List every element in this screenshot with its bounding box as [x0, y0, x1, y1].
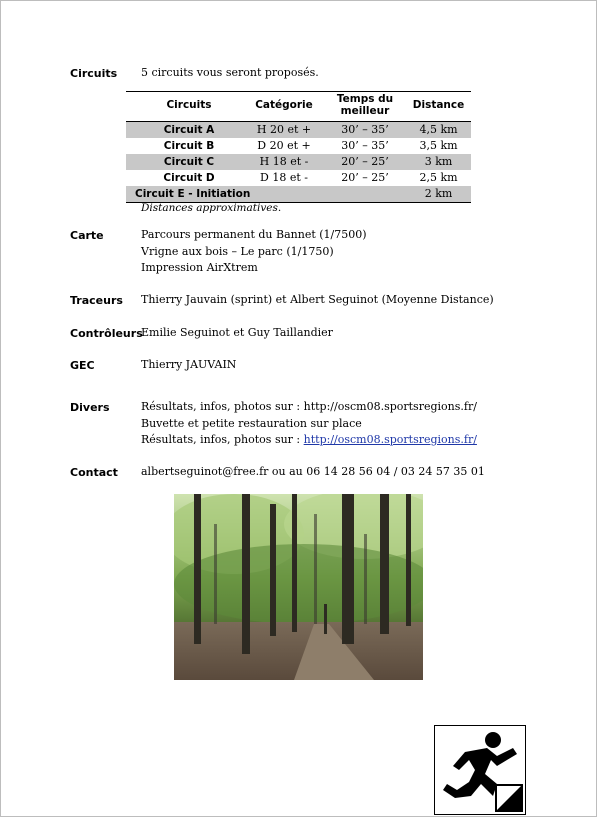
- header-categorie: Catégorie: [255, 99, 313, 111]
- traceurs-value: Thierry Jauvain (sprint) et Albert Seguinot (Moyenne Distance): [141, 293, 494, 306]
- header-distance: Distance: [412, 99, 465, 111]
- forest-photo: [174, 494, 423, 680]
- circuits-label: Circuits: [70, 67, 118, 80]
- table-row: Circuit A H 20 et + 30’ – 35’ 4,5 km: [126, 122, 471, 138]
- table-row: Circuit B D 20 et + 30’ – 35’ 3,5 km: [163, 139, 458, 152]
- carte-label: Carte: [70, 229, 104, 242]
- gec-value: Thierry JAUVAIN: [141, 358, 237, 371]
- header-circuits: Circuits: [166, 99, 212, 111]
- table-row: Circuit D D 18 et - 20’ – 25’ 2,5 km: [163, 171, 458, 184]
- traceurs-label: Traceurs: [70, 294, 123, 307]
- divers-label: Divers: [70, 401, 110, 414]
- circuits-intro: 5 circuits vous seront proposés.: [141, 66, 319, 79]
- divers-value: Résultats, infos, photos sur : http://oscm08.sportsregions.fr/ Buvette et petite restauration sur place Résultats, infos, photos sur : http://oscm08.sportsregions.fr/: [141, 400, 477, 446]
- table-row: Circuit E - Initiation 2 km: [126, 186, 471, 203]
- results-link[interactable]: http://oscm08.sportsregions.fr/: [303, 433, 477, 446]
- table-top-rule: [126, 91, 471, 92]
- controleurs-value: Emilie Seguinot et Guy Taillandier: [141, 326, 333, 339]
- orienteering-runner-logo: [434, 725, 526, 815]
- gec-label: GEC: [70, 359, 95, 372]
- runner-icon: [435, 726, 525, 814]
- header-temps: Temps du meilleur: [336, 93, 394, 117]
- controleurs-label: Contrôleurs: [70, 327, 143, 340]
- contact-label: Contact: [70, 466, 118, 479]
- distances-note: Distances approximatives.: [141, 202, 282, 214]
- contact-value: albertseguinot@free.fr ou au 06 14 28 56 04 / 03 24 57 35 01: [141, 465, 485, 478]
- table-row: Circuit C H 18 et - 20’ – 25’ 3 km: [126, 154, 471, 170]
- carte-value: Parcours permanent du Bannet (1/7500) Vrigne aux bois – Le parc (1/1750) Impression AirXtrem: [141, 228, 367, 274]
